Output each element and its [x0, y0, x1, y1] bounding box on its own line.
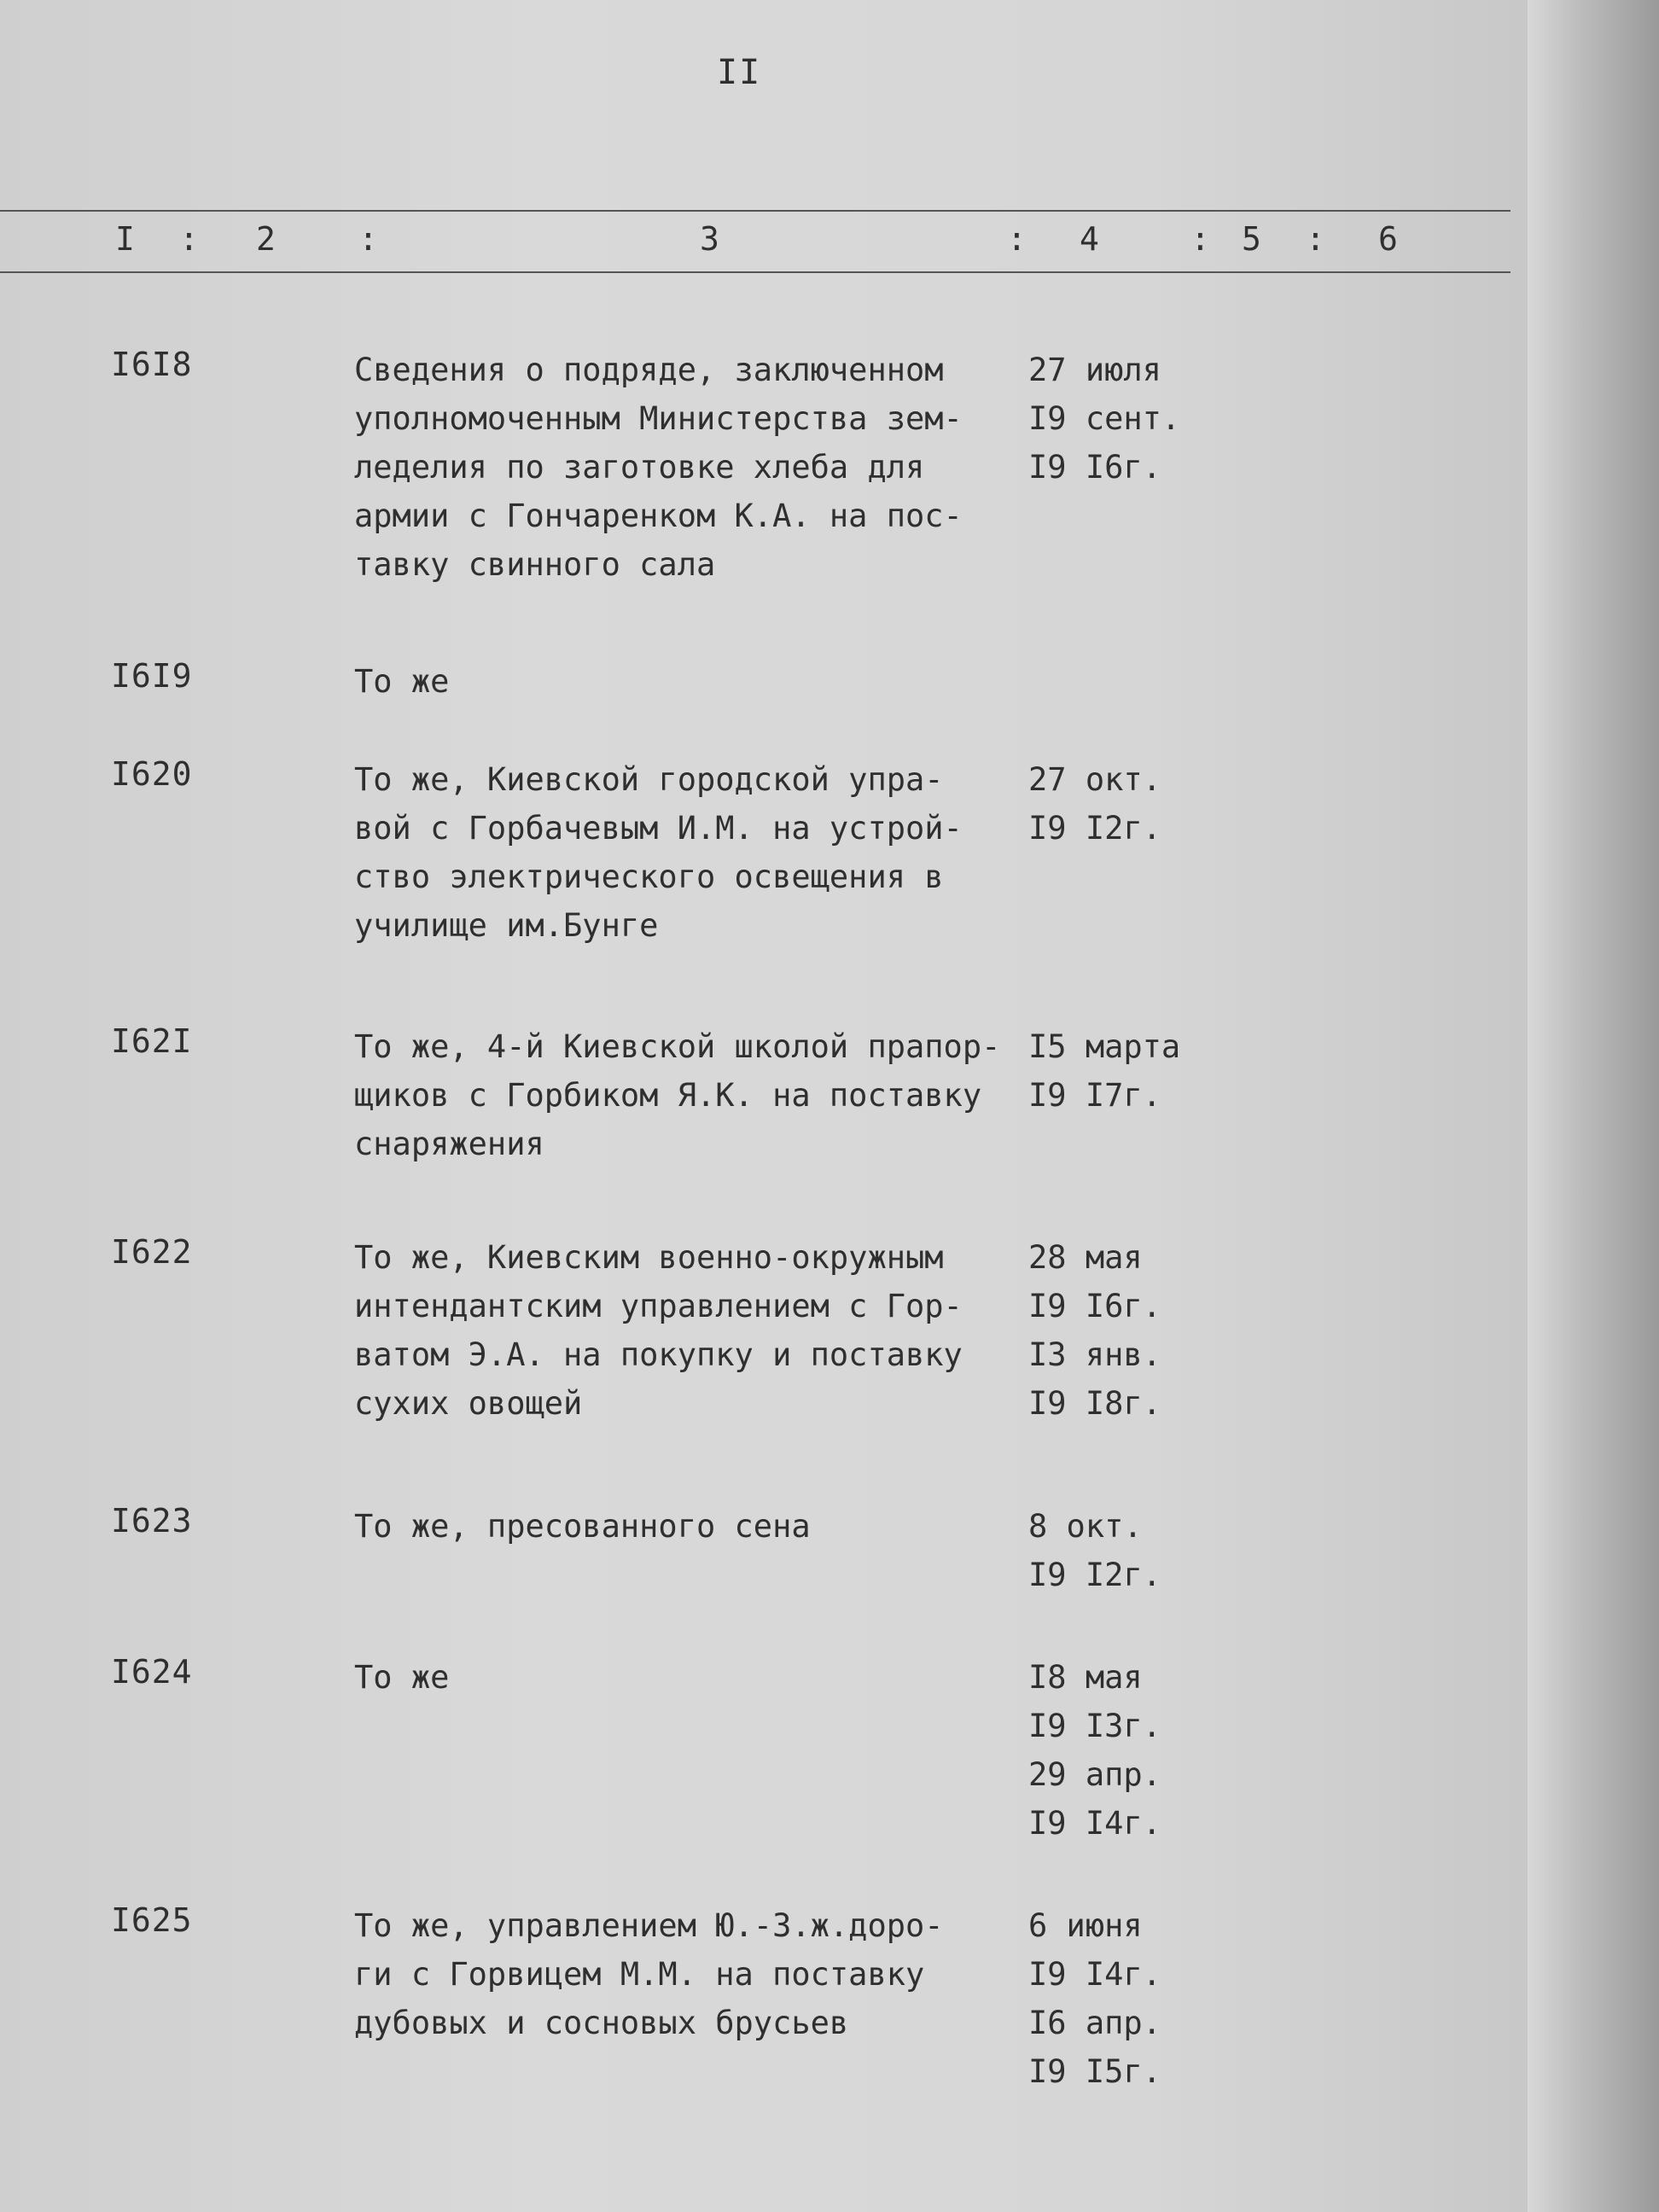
date-line: I8 мая: [1028, 1659, 1143, 1696]
description-line: вой с Горбачевым И.М. на устрой-: [354, 810, 963, 847]
header-top-rule: [0, 210, 1511, 212]
entry-number: I6I8: [111, 346, 193, 383]
description-line: сухих овощей: [354, 1385, 583, 1422]
column-number: 4: [1080, 220, 1099, 258]
description-line: То же: [354, 1659, 450, 1696]
entry-number: I622: [111, 1233, 193, 1271]
description-line: щиков с Горбиком Я.К. на поставку: [354, 1077, 982, 1114]
date-line: I9 I8г.: [1028, 1385, 1161, 1422]
column-number: 6: [1378, 220, 1398, 258]
description-line: училище им.Бунге: [354, 907, 659, 944]
page-edge: [1528, 0, 1659, 2212]
column-separator: :: [1306, 220, 1325, 258]
entry-description: [354, 346, 1020, 589]
date-line: 27 июля: [1028, 352, 1161, 388]
date-line: 28 мая: [1028, 1239, 1143, 1276]
entry-dates: [1028, 755, 1161, 853]
date-line: I3 янв.: [1028, 1336, 1161, 1373]
description-line: То же, Киевским военно-окружным: [354, 1239, 944, 1276]
description-line: То же, управлением Ю.-З.ж.доро-: [354, 1907, 944, 1944]
column-number: 2: [256, 220, 276, 258]
entry-number: I625: [111, 1901, 193, 1939]
date-line: 8 окт.: [1028, 1508, 1143, 1545]
column-number: I: [115, 220, 135, 258]
description-line: дубовых и сосновых брусьев: [354, 2005, 849, 2041]
date-line: I9 I2г.: [1028, 1557, 1161, 1593]
description-line: ство электрического освещения в: [354, 859, 944, 895]
description-line: То же: [354, 663, 450, 700]
entry-dates: [1028, 1653, 1161, 1848]
page-number: II: [717, 53, 762, 92]
entry-number: I623: [111, 1502, 193, 1540]
column-number: 3: [700, 220, 719, 258]
date-line: I9 I5г.: [1028, 2053, 1161, 2090]
description-line: ги с Горвицем М.М. на поставку: [354, 1956, 925, 1993]
entry-number: I6I9: [111, 657, 193, 695]
date-line: I9 I4г.: [1028, 1805, 1161, 1842]
date-line: I9 I6г.: [1028, 449, 1161, 486]
description-line: снаряжения: [354, 1126, 544, 1162]
description-line: Сведения о подряде, заключенном: [354, 352, 944, 388]
entry-dates: [1028, 1502, 1161, 1599]
entry-dates: [1028, 346, 1180, 492]
date-line: 27 окт.: [1028, 761, 1161, 798]
entry-description: [354, 1901, 1020, 2047]
description-line: То же, пресованного сена: [354, 1508, 811, 1545]
description-line: леделия по заготовке хлеба для: [354, 449, 925, 486]
entry-dates: [1028, 1022, 1180, 1120]
description-line: армии с Гончаренком К.А. на пос-: [354, 498, 963, 534]
description-line: ватом Э.А. на покупку и поставку: [354, 1336, 963, 1373]
entry-dates: [1028, 1233, 1161, 1428]
date-line: 29 апр.: [1028, 1756, 1161, 1793]
column-number: 5: [1242, 220, 1261, 258]
entry-number: I624: [111, 1653, 193, 1691]
entry-description: [354, 1022, 1020, 1168]
column-separator: :: [1190, 220, 1210, 258]
date-line: 6 июня: [1028, 1907, 1143, 1944]
column-separator: :: [1007, 220, 1027, 258]
entry-dates: [1028, 1901, 1161, 2096]
date-line: I6 апр.: [1028, 2005, 1161, 2041]
column-separator: :: [358, 220, 378, 258]
entry-description: [354, 1233, 1020, 1428]
date-line: I9 I6г.: [1028, 1288, 1161, 1324]
description-line: То же, 4-й Киевской школой прапор-: [354, 1028, 1001, 1065]
date-line: I9 сент.: [1028, 400, 1181, 437]
entry-description: [354, 755, 1020, 950]
header-bottom-rule: [0, 271, 1511, 273]
column-separator: :: [179, 220, 199, 258]
date-line: I9 I7г.: [1028, 1077, 1161, 1114]
date-line: I9 I2г.: [1028, 810, 1161, 847]
date-line: I5 марта: [1028, 1028, 1181, 1065]
entry-description: [354, 1502, 1020, 1551]
description-line: уполномоченным Министерства зем-: [354, 400, 963, 437]
description-line: То же, Киевской городской упра-: [354, 761, 944, 798]
date-line: I9 I4г.: [1028, 1956, 1161, 1993]
description-line: интендантским управлением с Гор-: [354, 1288, 963, 1324]
description-line: тавку свинного сала: [354, 546, 716, 583]
entry-number: I62I: [111, 1022, 193, 1060]
entry-description: [354, 657, 1020, 706]
entry-number: I620: [111, 755, 193, 793]
date-line: I9 I3г.: [1028, 1708, 1161, 1744]
entry-description: [354, 1653, 1020, 1702]
